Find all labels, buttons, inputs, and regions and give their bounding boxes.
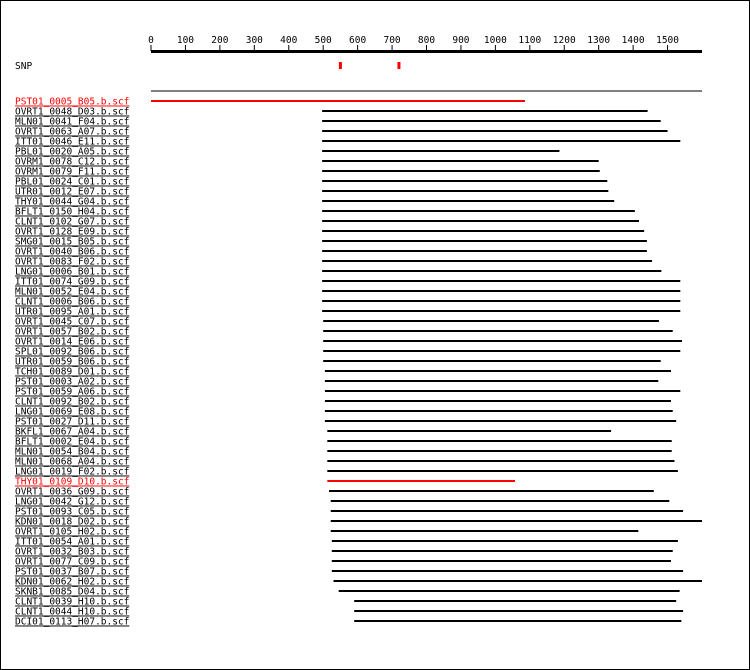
read-alignment-bar [334,580,702,582]
read-alignment-bar [325,410,673,412]
read-name-link[interactable]: OVRM1_0079_F11.b.scf [15,166,130,178]
read-alignment-bar [322,180,607,182]
read-alignment-bar [331,500,670,502]
ruler-tick-label: 400 [280,35,298,46]
read-name-link[interactable]: BFLT1_0002_E04.b.scf [15,436,130,448]
read-name-link[interactable]: BKFL1_0067_A04.b.scf [15,426,130,438]
read-alignment-bar [323,320,659,322]
ruler-tick-label: 700 [383,35,401,46]
ruler-tick-label: 900 [452,35,470,46]
read-name-link[interactable]: ITT01_0054_A01.b.scf [15,536,130,548]
read-alignment-bar [322,130,667,132]
read-name-link[interactable]: CLNT1_0102_G07.b.scf [15,216,130,228]
read-alignment-bar [327,440,671,442]
read-name-link[interactable]: UTR01_0012_E07.b.scf [15,186,130,198]
read-name-link[interactable]: THY01_0044_G04.b.scf [15,196,130,208]
read-alignment-bar [322,290,680,292]
read-name-link[interactable]: ITT01_0074_G09.b.scf [15,276,130,288]
read-name-link[interactable]: ITT01_0046_E11.b.scf [15,136,130,148]
read-name-link[interactable]: OVRT1_0063_A07.b.scf [15,126,130,138]
read-name-link[interactable]: PST01_0093_C05.b.scf [15,506,130,518]
read-alignment-bar [329,490,654,492]
ruler-tick-label: 1500 [656,35,680,46]
ruler-tick-label: 0 [148,35,154,46]
read-name-link[interactable]: OVRT1_0032_B03.b.scf [15,546,130,558]
read-alignment-bar [325,380,658,382]
ruler-tick-label: 1300 [587,35,611,46]
read-name-link[interactable]: PST01_0037_B07.b.scf [15,566,130,578]
read-name-link[interactable]: LNG01_0069_E08.b.scf [15,406,130,418]
ruler-tick-label: 1100 [518,35,542,46]
read-alignment-bar [322,270,661,272]
read-name-link[interactable]: MLN01_0054_B04.b.scf [15,446,130,458]
read-alignment-bar [327,470,678,472]
read-name-link[interactable]: MLN01_0068_A04.b.scf [15,456,130,468]
read-name-link[interactable]: OVRT1_0105_H02.b.scf [15,526,130,538]
ruler-tick-label: 500 [314,35,332,46]
ruler-tick-label: 1400 [621,35,645,46]
read-alignment-bar [354,600,676,602]
read-alignment-bar [322,150,559,152]
ruler-axis [148,35,702,53]
read-name-link[interactable]: SMG01_0015_B05.b.scf [15,236,130,248]
read-name-link[interactable]: SKNB1_0085_D04.b.scf [15,586,130,598]
read-alignment-bar [332,550,673,552]
read-alignment-bar [323,340,682,342]
read-name-link[interactable]: KDN01_0062_H02.b.scf [15,576,130,588]
read-name-link[interactable]: PBL01_0024_C01.b.scf [15,176,130,188]
ruler-tick-label: 800 [417,35,436,46]
read-name-link[interactable]: PST01_0059_A06.b.scf [15,386,130,398]
read-name-link[interactable]: MLN01_0052_E04.b.scf [15,286,130,298]
ruler-tick-label: 1200 [552,35,576,46]
read-alignment-bar [322,210,635,212]
read-name-link[interactable]: PST01_0005_B05.b.scf [15,96,130,108]
read-alignment-bar [332,570,683,572]
read-name-link[interactable]: SPL01_0092_B06.b.scf [15,346,130,358]
ruler-tick-label: 300 [245,35,263,46]
read-alignment-bar [354,620,681,622]
read-alignment-bar [322,140,680,142]
read-alignment-bar [322,260,652,262]
read-name-link[interactable]: PST01_0003_A02.b.scf [15,376,130,388]
read-alignment-bar [325,400,671,402]
ruler-tick-label: 200 [211,35,229,46]
read-name-link[interactable]: PST01_0027_D11.b.scf [15,416,130,428]
read-name-link[interactable]: CLNT1_0092_B02.b.scf [15,396,130,408]
read-alignment-bar [327,480,515,482]
read-name-link[interactable]: OVRT1_0083_F02.b.scf [15,256,130,268]
ruler-tick-label: 600 [349,35,367,46]
read-alignment-bar [327,450,671,452]
ruler-tick-label: 100 [176,35,195,46]
read-name-link[interactable]: LNG01_0042_G12.b.scf [15,496,130,508]
read-name-link[interactable]: OVRT1_0045_C07.b.scf [15,316,130,328]
read-name-link[interactable]: CLNT1_0044_H10.b.scf [15,606,130,618]
read-alignment-bar [322,230,644,232]
read-alignment-bar [339,590,680,592]
read-name-link[interactable]: OVRT1_0014_E06.b.scf [15,336,130,348]
read-name-link[interactable]: TCH01_0089_D01.b.scf [15,366,130,378]
read-alignment-bar [322,310,680,312]
read-alignment-bar [323,350,680,352]
snp-marker [339,62,342,69]
read-row[interactable] [15,617,681,628]
snp-label: SNP [15,61,33,72]
read-alignment-bar [322,250,647,252]
snp-track [15,61,400,72]
read-name-link[interactable]: UTR01_0059_B06.b.scf [15,356,130,368]
read-alignment-bar [332,540,678,542]
read-name-link[interactable]: PBL01_0020_A05.b.scf [15,146,130,158]
read-list [15,97,702,628]
alignment-canvas [1,1,749,669]
read-name-link[interactable]: LNG01_0006_B01.b.scf [15,266,130,278]
read-alignment-bar [331,520,702,522]
read-name-link[interactable]: BFLT1_0150_H04.b.scf [15,206,130,218]
read-alignment-bar [322,160,599,162]
read-name-link[interactable]: CLNT1_0039_H10.b.scf [15,596,130,608]
read-alignment-bar [151,100,525,102]
snp-marker [397,62,400,69]
read-alignment-bar [322,170,600,172]
read-alignment-bar [323,330,673,332]
read-alignment-bar [327,430,611,432]
read-alignment-bar [322,240,647,242]
read-alignment-bar [327,460,674,462]
read-name-link[interactable]: MLN01_0041_F04.b.scf [15,116,130,128]
read-name-link[interactable]: OVRT1_0048_D03.b.scf [15,106,130,118]
read-alignment-bar [331,510,683,512]
read-alignment-bar [323,360,660,362]
read-name-link[interactable]: OVRT1_0036_G09.b.scf [15,486,130,498]
read-name-link[interactable]: DCI01_0113_H07.b.scf [15,616,130,628]
read-name-link[interactable]: OVRT1_0040_B06.b.scf [15,246,130,258]
read-name-link[interactable]: THY01_0109_D10.b.scf [15,476,130,488]
read-alignment-bar [325,390,680,392]
read-alignment-bar [322,200,614,202]
read-name-link[interactable]: UTR01_0095_A01.b.scf [15,306,130,318]
read-alignment-bar [354,610,683,612]
read-alignment-bar [322,110,647,112]
read-alignment-bar [322,280,680,282]
read-name-link[interactable]: OVRT1_0057_B02.b.scf [15,326,130,338]
read-alignment-bar [322,220,639,222]
read-alignment-bar [322,120,661,122]
read-alignment-bar [331,530,639,532]
read-name-link[interactable]: KDN01_0018_D02.b.scf [15,516,130,528]
read-alignment-bar [322,300,680,302]
read-name-link[interactable]: OVRM1_0078_C12.b.scf [15,156,130,168]
ruler-tick-label: 1000 [483,35,507,46]
read-name-link[interactable]: OVRT1_0128_E09.b.scf [15,226,130,238]
read-alignment-bar [322,190,608,192]
read-alignment-bar [325,420,676,422]
read-name-link[interactable]: LNG01_0019_F02.b.scf [15,466,130,478]
read-name-link[interactable]: CLNT1_0006_B06.b.scf [15,296,130,308]
read-alignment-bar [325,370,671,372]
read-alignment-bar [332,560,671,562]
read-name-link[interactable]: OVRT1_0077_C09.b.scf [15,556,130,568]
